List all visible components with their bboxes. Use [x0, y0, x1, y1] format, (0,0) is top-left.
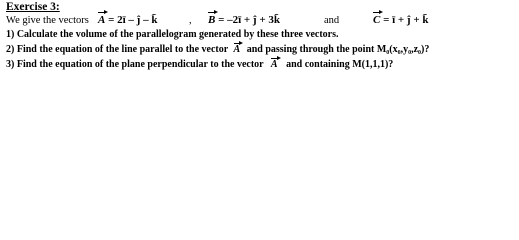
intro-text: We give the vectors: [6, 15, 89, 26]
intro-line: [6, 15, 511, 29]
vector-a-name: A: [98, 14, 106, 26]
vector-separator: ,: [189, 15, 192, 26]
question-3: [6, 60, 393, 70]
question-2-prefix: 2) Find the equation of the line parallel to the vector: [6, 44, 229, 55]
question-2-suffix: and passing through the point M₀(x₀,y₀,z₀)?: [246, 44, 430, 55]
vector-b-definition: [208, 15, 280, 26]
vector-a-definition: [98, 15, 157, 26]
exercise-title: Exercise 3:: [6, 1, 60, 13]
and-word: and: [324, 15, 340, 26]
question-3-suffix: and containing M(1,1,1)?: [286, 59, 394, 70]
question-1: 1) Calculate the volume of the parallelogram generated by these three vectors.: [6, 29, 339, 40]
question-2-vector: A: [233, 44, 241, 55]
vector-c-name: C: [373, 14, 381, 26]
vector-c-expression: = ī + ĵ + k̄: [383, 14, 429, 26]
question-3-prefix: 3) Find the equation of the plane perpendicular to the vector: [6, 59, 264, 70]
vector-b-expression: = –2ī + ĵ + 3k̄: [218, 14, 280, 26]
question-2: [6, 45, 429, 55]
vector-a-expression: = 2ī – ĵ – k̄: [108, 14, 158, 26]
vector-c-definition: [373, 15, 429, 26]
vector-b-name: B: [208, 14, 216, 26]
question-3-vector: A: [270, 59, 278, 70]
